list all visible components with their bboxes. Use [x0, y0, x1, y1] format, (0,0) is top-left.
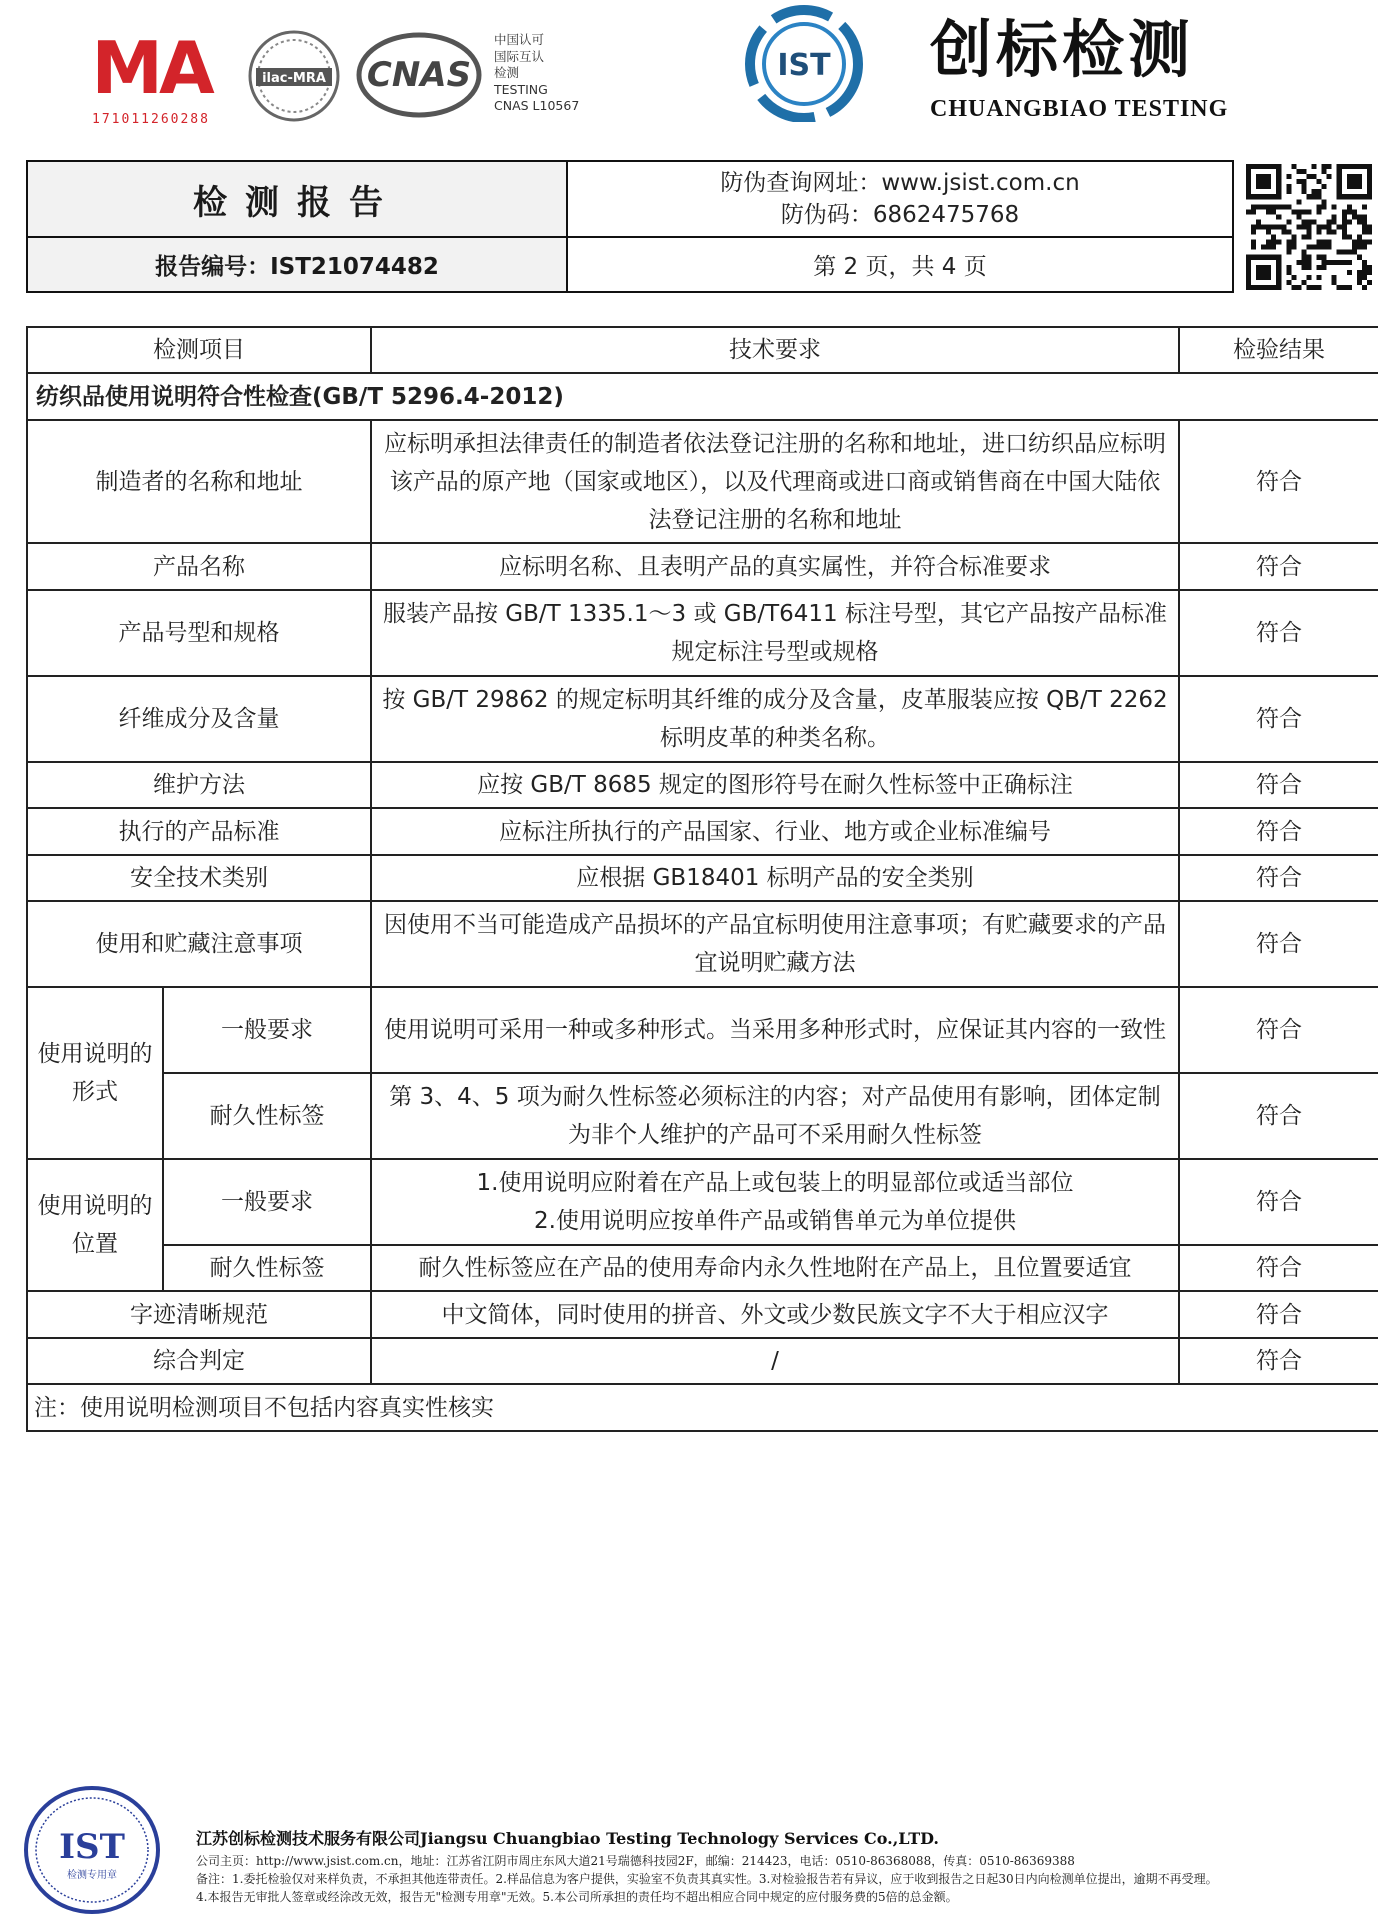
table-row — [27, 1291, 1378, 1338]
cma-number: 171011260288 — [92, 112, 210, 127]
ilac-logo-text: ilac-MRA — [262, 71, 326, 86]
header-item: 检测项目 — [27, 327, 371, 373]
anti-fake-code: 防伪码：6862475768 — [780, 202, 1020, 228]
section-row — [27, 373, 1378, 420]
table-row — [27, 676, 1378, 762]
row-requirement: 服装产品按 GB/T 1335.1～3 或 GB/T6411 标注号型，其它产品按产品标准规定标注号型或规格 — [371, 590, 1179, 676]
anti-fake-cell — [568, 162, 1232, 238]
row-result: 符合 — [1179, 1159, 1378, 1245]
row-item: 纤维成分及含量 — [27, 676, 371, 762]
footer-company: 江苏创标检测技术服务有限公司Jiangsu Chuangbiao Testing Technology Services Co.,LTD. — [196, 1829, 939, 1848]
footer-contact: 公司主页：http://www.jsist.com.cn，地址：江苏省江阴市周庄东风大道21号瑞德科技园2F，邮编：214423，电话：0510-86368088，传真：0510-86369388 — [196, 1854, 1075, 1868]
qr-code[interactable] — [1246, 164, 1372, 290]
row-requirement: 中文简体，同时使用的拼音、外文或少数民族文字不大于相应汉字 — [371, 1291, 1179, 1338]
report-title: 检测报告 — [193, 182, 401, 223]
report-number: 报告编号：IST21074482 — [155, 254, 439, 280]
row-result: 符合 — [1179, 1291, 1378, 1338]
row-requirement: 使用说明可采用一种或多种形式。当采用多种形式时，应保证其内容的一致性 — [371, 987, 1179, 1073]
cnas-caption: 中国认可 国际互认 检测 TESTING CNAS L10567 — [494, 32, 580, 113]
table-row — [27, 1073, 1378, 1159]
row-result: 符合 — [1179, 1073, 1378, 1159]
row-item: 产品名称 — [27, 543, 371, 590]
report-number-cell — [28, 238, 568, 291]
row-result: 符合 — [1179, 855, 1378, 901]
row-result: 符合 — [1179, 420, 1378, 543]
row-item: 维护方法 — [27, 762, 371, 808]
row-requirement — [371, 1159, 1179, 1245]
row-requirement: 应根据 GB18401 标明产品的安全类别 — [371, 855, 1179, 901]
row-result: 符合 — [1179, 808, 1378, 855]
row-result: 符合 — [1179, 590, 1378, 676]
row-result: 符合 — [1179, 987, 1378, 1073]
requirement-line: 1.使用说明应附着在产品上或包装上的明显部位或适当部位 — [476, 1170, 1074, 1196]
stamp-subtext: 检测专用章 — [67, 1870, 117, 1881]
row-subitem: 一般要求 — [163, 1159, 371, 1245]
row-requirement: 应标注所执行的产品国家、行业、地方或企业标准编号 — [371, 808, 1179, 855]
brand-name-cn: 创标检测 — [930, 13, 1195, 86]
row-result: 符合 — [1179, 901, 1378, 987]
table-row — [27, 855, 1378, 901]
requirement-line: 2.使用说明应按单件产品或销售单元为单位提供 — [534, 1208, 1016, 1234]
row-item: 综合判定 — [27, 1338, 371, 1384]
ist-logo — [744, 2, 864, 122]
row-subitem: 耐久性标签 — [163, 1073, 371, 1159]
row-item: 制造者的名称和地址 — [27, 420, 371, 543]
section-title: 纺织品使用说明符合性检查(GB/T 5296.4-2012) — [27, 373, 1378, 420]
row-result: 符合 — [1179, 1245, 1378, 1291]
table-note: 注：使用说明检测项目不包括内容真实性核实 — [27, 1384, 1378, 1431]
cnas-logo-text: CNAS — [366, 55, 472, 95]
row-requirement: 按 GB/T 29862 的规定标明其纤维的成分及含量，皮革服装应按 QB/T 2262 标明皮革的种类名称。 — [371, 676, 1179, 762]
cma-logo — [78, 28, 224, 126]
table-row — [27, 901, 1378, 987]
row-item: 使用和贮藏注意事项 — [27, 901, 371, 987]
header-result: 检验结果 — [1179, 327, 1378, 373]
table-row — [27, 1159, 1378, 1245]
row-requirement: 因使用不当可能造成产品损坏的产品宜标明使用注意事项；有贮藏要求的产品宜说明贮藏方法 — [371, 901, 1179, 987]
cma-logo-text: MA — [91, 26, 211, 110]
row-result: 符合 — [1179, 1338, 1378, 1384]
brand-name-en: CHUANGBIAO TESTING — [930, 96, 1229, 122]
table-row — [27, 590, 1378, 676]
report-info-box — [26, 160, 1234, 293]
row-item: 执行的产品标准 — [27, 808, 371, 855]
cnas-logo — [354, 30, 484, 120]
ist-logo-text: IST — [777, 48, 831, 83]
table-row — [27, 1338, 1378, 1384]
anti-fake-url: 防伪查询网址：www.jsist.com.cn — [720, 170, 1080, 196]
row-item: 安全技术类别 — [27, 855, 371, 901]
row-requirement: 应标明名称、且表明产品的真实属性，并符合标准要求 — [371, 543, 1179, 590]
footer-remark-2: 4.本报告无审批人签章或经涂改无效，报告无"检测专用章"无效。5.本公司所承担的责任均不超出相应合同中规定的应付服务费的5倍的总金额。 — [196, 1890, 958, 1904]
results-table — [26, 326, 1378, 1432]
table-row — [27, 420, 1378, 543]
stamp-text: IST — [59, 1827, 125, 1867]
row-item: 字迹清晰规范 — [27, 1291, 371, 1338]
table-header-row — [27, 327, 1378, 373]
table-row — [27, 808, 1378, 855]
table-row — [27, 543, 1378, 590]
row-subitem: 一般要求 — [163, 987, 371, 1073]
table-row — [27, 1245, 1378, 1291]
row-requirement: / — [371, 1338, 1179, 1384]
group-label-position: 使用说明的位置 — [27, 1159, 163, 1291]
row-result: 符合 — [1179, 762, 1378, 808]
row-requirement: 应标明承担法律责任的制造者依法登记注册的名称和地址，进口纺织品应标明该产品的原产地（国家或地区），以及代理商或进口商或销售商在中国大陆依法登记注册的名称和地址 — [371, 420, 1179, 543]
row-result: 符合 — [1179, 543, 1378, 590]
page-info: 第 2 页，共 4 页 — [813, 254, 987, 280]
row-result: 符合 — [1179, 676, 1378, 762]
table-row — [27, 762, 1378, 808]
report-title-cell — [28, 162, 568, 238]
note-row — [27, 1384, 1378, 1431]
group-label-form: 使用说明的形式 — [27, 987, 163, 1159]
row-requirement: 第 3、4、5 项为耐久性标签必须标注的内容；对产品使用有影响，团体定制为非个人维护的产品可不采用耐久性标签 — [371, 1073, 1179, 1159]
row-requirement: 应按 GB/T 8685 规定的图形符号在耐久性标签中正确标注 — [371, 762, 1179, 808]
row-subitem: 耐久性标签 — [163, 1245, 371, 1291]
row-requirement: 耐久性标签应在产品的使用寿命内永久性地附在产品上，且位置要适宜 — [371, 1245, 1179, 1291]
table-row — [27, 987, 1378, 1073]
testing-stamp — [22, 1784, 162, 1916]
ilac-mra-logo — [246, 28, 342, 124]
header-requirement: 技术要求 — [371, 327, 1179, 373]
row-item: 产品号型和规格 — [27, 590, 371, 676]
footer-remark-1: 备注：1.委托检验仅对来样负责，不承担其他连带责任。2.样品信息为客户提供，实验室不负责其真实性。3.对检验报告若有异议，应于收到报告之日起30日内向检测单位提出，逾期不再受理。 — [196, 1872, 1218, 1886]
